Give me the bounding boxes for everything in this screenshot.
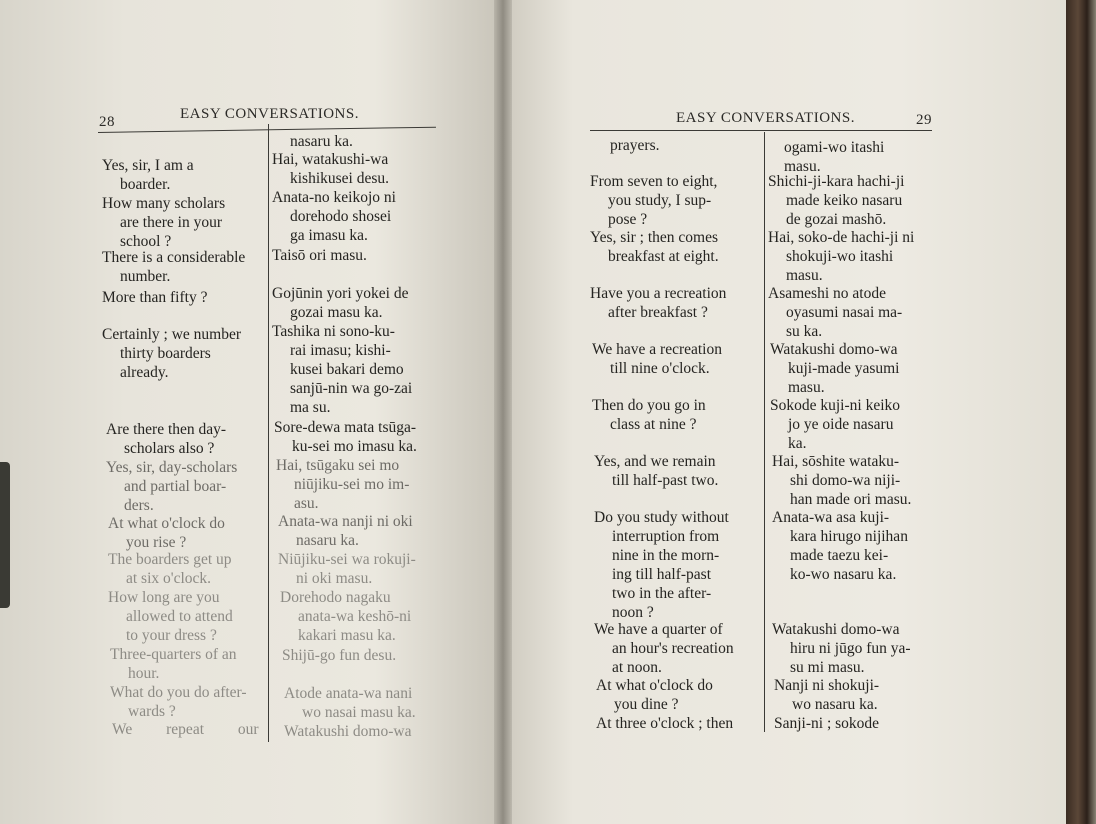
left-english-1: Yes, sir, I am a boarder. — [102, 157, 194, 193]
left-japanese-1: nasaru ka. — [290, 133, 353, 150]
right-header-rule — [590, 130, 932, 131]
right-japanese-1: ogami-wo itashi masu. — [784, 139, 885, 175]
left-english-6: Are there then day- scholars also ? — [106, 421, 227, 457]
right-english-7: Yes, and we remain till half-past two. — [594, 453, 719, 489]
left-english-9: The boarders get up at six o'clock. — [108, 551, 232, 587]
left-japanese-5: Gojūnin yori yokei de gozai masu ka. — [272, 285, 409, 321]
right-english-8: Do you study without interruption from nine in the morn- ing till half-past two in the after- noon ? — [594, 509, 729, 621]
page-clip — [0, 462, 10, 608]
book-gutter — [494, 0, 512, 824]
right-japanese-6: Sokode kuji-ni keiko jo ye oide nasaru ka. — [770, 397, 901, 452]
right-japanese-4: Asameshi no atode oyasumi nasai ma- su ka. — [768, 285, 903, 340]
left-japanese-4: Taisō ori masu. — [272, 247, 367, 264]
left-english-8: At what o'clock do you rise ? — [108, 515, 225, 551]
right-japanese-2: Shichi-ji-kara hachi-ji made keiko nasaru de gozai mashō. — [768, 173, 905, 228]
right-english-11: At three o'clock ; then — [596, 715, 734, 732]
left-english-4: More than fifty ? — [102, 289, 208, 306]
right-english-10: At what o'clock do you dine ? — [596, 677, 713, 713]
right-japanese-5: Watakushi domo-wa kuji-made yasumi masu. — [770, 341, 900, 396]
left-japanese-12: Shijū-go fun desu. — [282, 647, 397, 664]
right-page-number: 29 — [916, 112, 932, 128]
left-japanese-11: Dorehodo nagaku anata-wa keshō-ni kakari masu ka. — [280, 589, 412, 644]
left-english-11: Three-quarters of an hour. — [110, 646, 237, 682]
right-english-4: Have you a recreation after breakfast ? — [590, 285, 727, 321]
left-japanese-6: Tashika ni sono-ku- rai imasu; kishi- kusei bakari demo sanjū-nin wa go-zai ma su. — [272, 323, 413, 416]
right-japanese-7: Hai, sōshite wataku- shi domo-wa niji- han made ori masu. — [772, 453, 912, 508]
left-japanese-9: Anata-wa nanji ni oki nasaru ka. — [278, 513, 413, 549]
left-japanese-2: Hai, watakushi-wa kishikusei desu. — [272, 151, 390, 187]
right-english-2: From seven to eight, you study, I sup- pose ? — [590, 173, 718, 228]
right-english-5: We have a recreation till nine o'clock. — [592, 341, 722, 377]
left-japanese-3: Anata-no keikojo ni dorehodo shosei ga imasu ka. — [272, 189, 396, 244]
left-japanese-8: Hai, tsūgaku sei mo niūjiku-sei mo im- asu. — [276, 457, 410, 512]
right-japanese-3: Hai, soko-de hachi-ji ni shokuji-wo itashi masu. — [768, 229, 915, 284]
right-japanese-8: Anata-wa asa kuji- kara hirugo nijihan made taezu kei- ko-wo nasaru ka. — [772, 509, 908, 583]
left-japanese-7: Sore-dewa mata tsūga- ku-sei mo imasu ka. — [274, 419, 417, 455]
left-english-7: Yes, sir, day-scholars and partial boar- ders. — [106, 459, 238, 514]
left-japanese-13: Atode anata-wa nani wo nasai masu ka. — [284, 685, 416, 721]
right-japanese-9: Watakushi domo-wa hiru ni jūgo fun ya- su mi masu. — [772, 621, 911, 676]
left-english-5: Certainly ; we number thirty boarders already. — [102, 326, 242, 381]
right-english-1: prayers. — [610, 137, 660, 154]
left-japanese-14: Watakushi domo-wa — [284, 723, 412, 740]
right-running-head: EASY CONVERSATIONS. — [676, 110, 855, 126]
left-english-10: How long are you allowed to attend to your dress ? — [108, 589, 233, 644]
right-japanese-11: Sanji-ni ; sokode — [774, 715, 880, 732]
left-page-number: 28 — [99, 114, 115, 130]
book-cover-edge — [1066, 0, 1096, 824]
left-english-13: We repeat our — [112, 721, 259, 738]
left-english-3: There is a considerable number. — [102, 249, 246, 285]
left-english-2: How many scholars are there in your school ? — [102, 195, 226, 250]
left-english-12: What do you do after- wards ? — [110, 684, 247, 720]
left-japanese-10: Niūjiku-sei wa rokuji- ni oki masu. — [278, 551, 416, 587]
left-running-head: EASY CONVERSATIONS. — [180, 106, 359, 122]
right-japanese-10: Nanji ni shokuji- wo nasaru ka. — [774, 677, 880, 713]
right-english-3: Yes, sir ; then comes breakfast at eight. — [590, 229, 719, 265]
right-english-9: We have a quarter of an hour's recreation at noon. — [594, 621, 734, 676]
right-english-6: Then do you go in class at nine ? — [592, 397, 706, 433]
